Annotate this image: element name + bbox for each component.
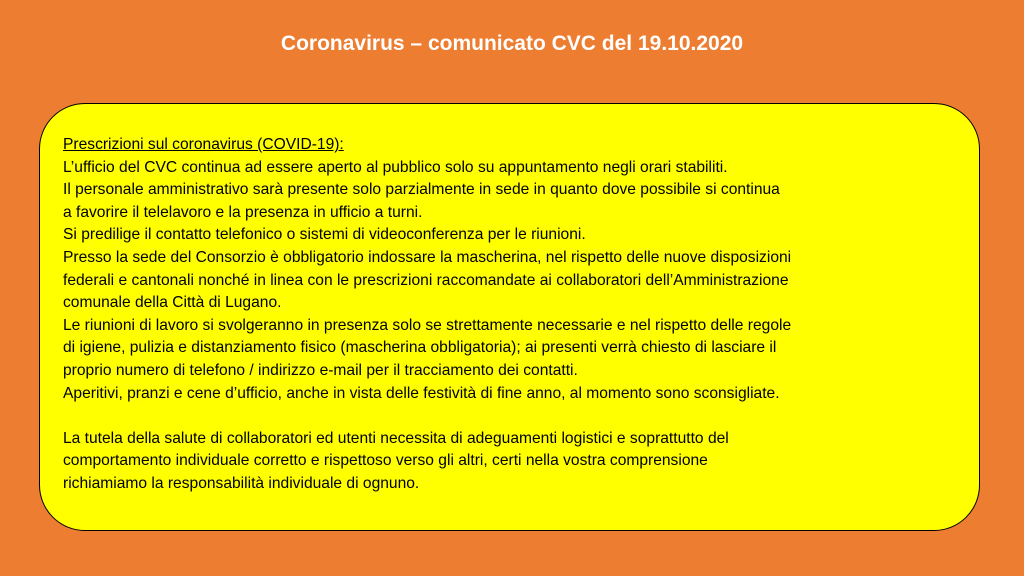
notice-line: La tutela della salute di collaboratori ed utenti necessita di adeguamenti logistici e soprattutto del — [63, 429, 729, 447]
slide-title: Coronavirus – comunicato CVC del 19.10.2020 — [280, 32, 744, 55]
notice-heading: Prescrizioni sul coronavirus (COVID-19): — [63, 136, 344, 153]
notice-line: L’ufficio del CVC continua ad essere aperto al pubblico solo su appuntamento negli orari stabiliti. — [63, 158, 728, 176]
notice-line: richiamiamo la responsabilità individuale di ognuno. — [63, 474, 420, 492]
notice-line: Presso la sede del Consorzio è obbligatorio indossare la mascherina, nel rispetto delle nuove disposizioni — [63, 248, 792, 266]
notice-line: proprio numero di telefono / indirizzo e-mail per il tracciamento dei contatti. — [63, 361, 578, 379]
notice-line: di igiene, pulizia e distanziamento fisico (mascherina obbligatoria); ai presenti verrà chiesto di lasciare il — [63, 339, 777, 357]
notice-line: federali e cantonali nonché in linea con le prescrizioni raccomandate ai collaboratori dell’Amministrazione — [63, 271, 789, 289]
notice-line: Il personale amministrativo sarà presente solo parzialmente in sede in quanto dove possibile si continua — [63, 181, 780, 199]
paragraph-spacer — [63, 405, 979, 428]
notice-line: a favorire il telelavoro e la presenza in ufficio a turni. — [63, 203, 423, 221]
notice-line: Aperitivi, pranzi e cene d’ufficio, anche in vista delle festività di fine anno, al momento sono sconsigliate. — [63, 384, 780, 402]
notice-panel — [39, 103, 980, 531]
notice-line: Le riunioni di lavoro si svolgeranno in presenza solo se strettamente necessarie e nel rispetto delle regole — [63, 316, 792, 334]
notice-paragraph-1 — [63, 157, 979, 406]
notice-line: comportamento individuale corretto e rispettoso verso gli altri, certi nella vostra comprensione — [63, 452, 708, 470]
notice-line: Si predilige il contatto telefonico o sistemi di videoconferenza per le riunioni. — [63, 226, 586, 244]
notice-line: comunale della Città di Lugano. — [63, 294, 282, 312]
notice-paragraph-2 — [63, 428, 979, 496]
